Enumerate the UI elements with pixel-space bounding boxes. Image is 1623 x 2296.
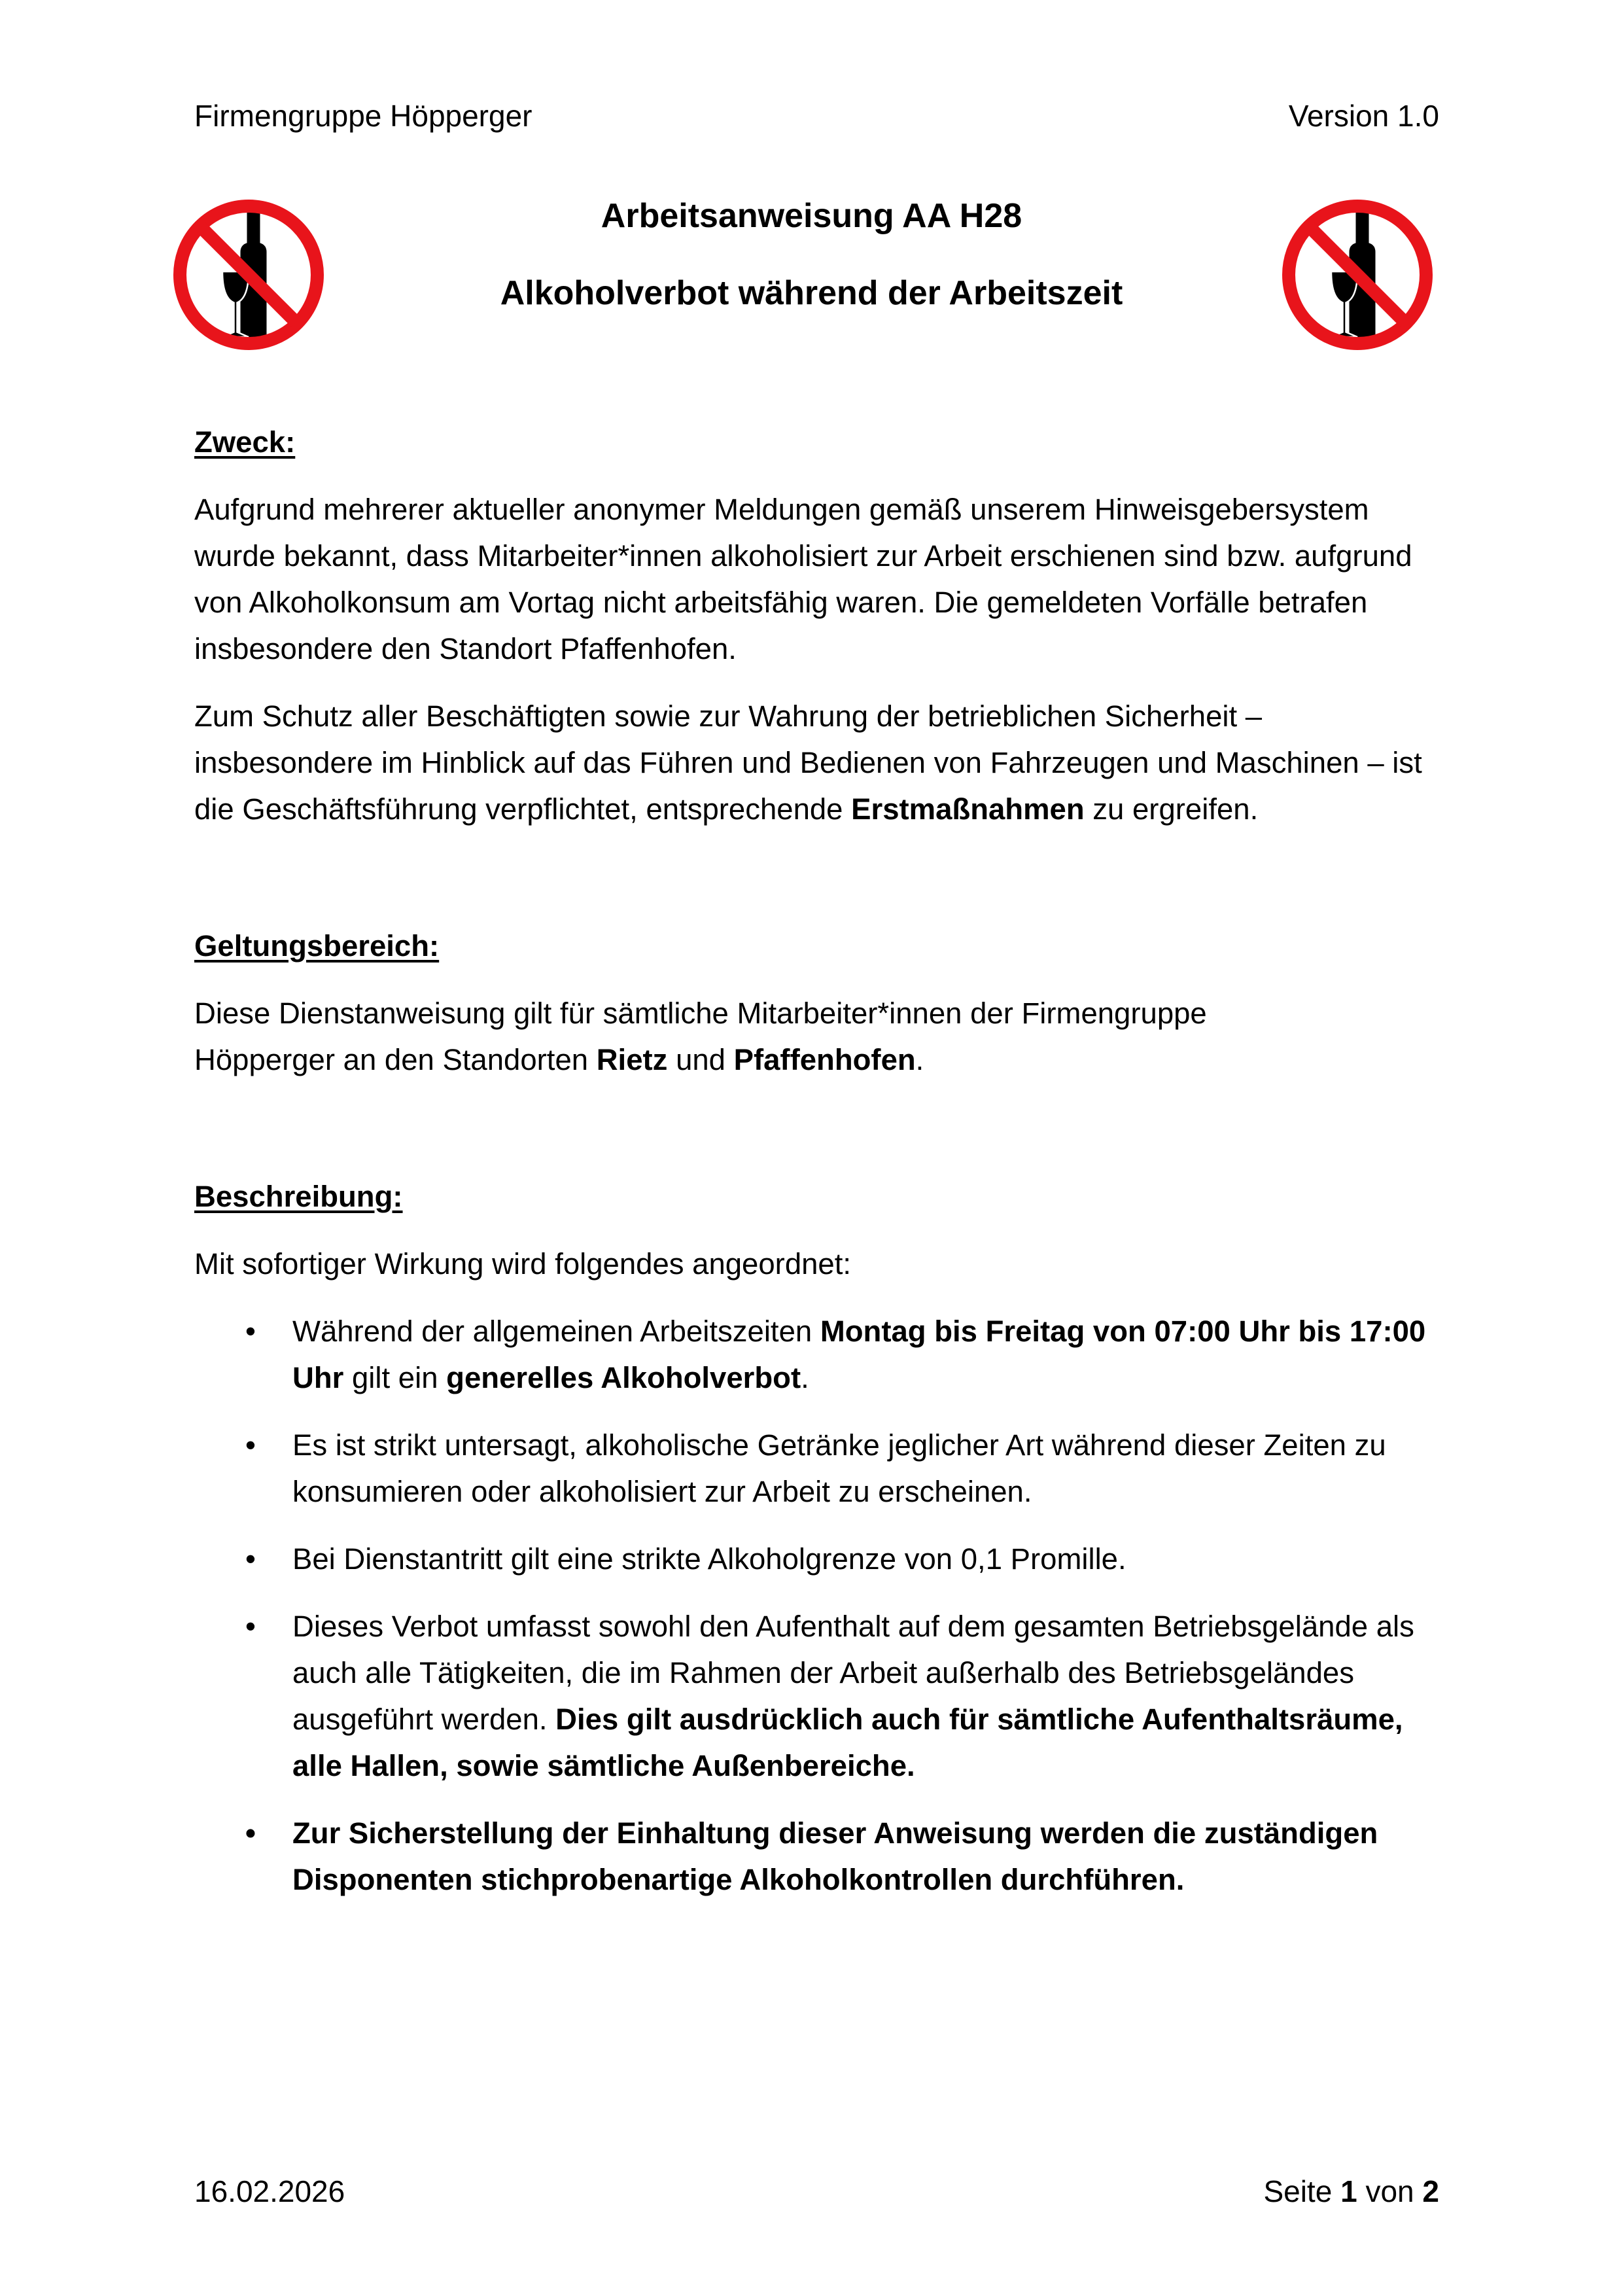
beschreibung-intro: Mit sofortiger Wirkung wird folgendes angeordnet: [194, 1247, 852, 1280]
text: Dieses Verbot umfasst sowohl den Aufenthalt auf dem gesamten Betriebsgelände als auch alle Tätigkeiten, die im Rahmen der Arbeit außerhalb des Betriebsgeländes ausgeführt werden. [292, 1610, 1414, 1736]
total-pages: 2 [1422, 2174, 1439, 2208]
text: Seite [1263, 2174, 1341, 2208]
geltungsbereich-paragraph [194, 990, 1346, 1083]
text: Zum Schutz aller Beschäftigten sowie zur Wahrung der betrieblichen Sicherheit – insbesondere im Hinblick auf das Führen und Bedienen von Fahrzeugen und Maschinen – ist die Geschäftsführung verpflichtet, entsprechende [194, 699, 1422, 826]
text: Es ist strikt untersagt, alkoholische Getränke jeglicher Art während dieser Zeiten zu konsumieren oder alkoholisiert zur Arbeit zu erscheinen. [292, 1428, 1386, 1508]
text: Bei Dienstantritt gilt eine strikte Alkoholgrenze von 0,1 Promille. [292, 1542, 1126, 1576]
list-item [194, 1810, 1437, 1903]
text: . [915, 1043, 924, 1076]
emphasis-erstmassnahmen: Erstmaßnahmen [851, 792, 1085, 826]
no-alcohol-sign-icon [1276, 193, 1439, 357]
section-heading-zweck: Zweck: [194, 425, 296, 459]
emphasis: generelles Alkoholverbot [446, 1361, 801, 1394]
text: zu ergreifen. [1084, 792, 1259, 826]
text: Diese Dienstanweisung gilt für sämtliche Mitarbeiter*innen der Firmengruppe Höpperger an den Standorten [194, 997, 1207, 1076]
page-number [1263, 2174, 1439, 2213]
emphasis: Montag bis Freitag von 07:00 Uhr bis 17:00 Uhr [292, 1315, 1426, 1394]
list-item [194, 1308, 1437, 1401]
document-version: Version 1.0 [1288, 99, 1439, 133]
emphasis: Zur Sicherstellung der Einhaltung dieser Anweisung werden die zuständigen Disponenten stichprobenartige Alkoholkontrollen durchführen. [292, 1816, 1378, 1896]
section-heading-beschreibung: Beschreibung: [194, 1180, 403, 1213]
zweck-paragraph-2 [194, 693, 1437, 832]
page-footer [194, 2174, 1439, 2213]
text: gilt ein [343, 1361, 447, 1394]
list-item [194, 1536, 1437, 1582]
emphasis: Dies gilt ausdrücklich auch für sämtliche Aufenthaltsräume, alle Hallen, sowie sämtliche Außenbereiche. [292, 1703, 1403, 1782]
location-pfaffenhofen: Pfaffenhofen [733, 1043, 916, 1076]
list-item [194, 1422, 1437, 1515]
current-page: 1 [1340, 2174, 1357, 2208]
text: von [1357, 2174, 1423, 2208]
section-heading-geltungsbereich: Geltungsbereich: [194, 929, 440, 963]
text: Während der allgemeinen Arbeitszeiten [292, 1315, 820, 1348]
instruction-number: Arbeitsanweisung AA H28 [601, 197, 1022, 235]
document-date: 16.02.2026 [194, 2174, 345, 2208]
directive-list [194, 1308, 1437, 1903]
text: und [667, 1043, 734, 1076]
page-header [194, 98, 1439, 137]
company-name: Firmengruppe Höpperger [194, 99, 532, 133]
instruction-subject: Alkoholverbot während der Arbeitszeit [500, 274, 1123, 312]
location-rietz: Rietz [596, 1043, 668, 1076]
text: . [801, 1361, 809, 1394]
zweck-paragraph-1: Aufgrund mehrerer aktueller anonymer Meldungen gemäß unserem Hinweisgebersystem wurde bekannt, dass Mitarbeiter*innen alkoholisiert zur Arbeit erschienen sind bzw. aufgrund von Alkoholkonsum am Vortag nicht arbeitsfähig waren. Die gemeldeten Vorfälle betrafen insbesondere den Standort Pfaffenhofen. [194, 493, 1412, 665]
list-item [194, 1603, 1437, 1789]
document-body [194, 419, 1437, 1903]
